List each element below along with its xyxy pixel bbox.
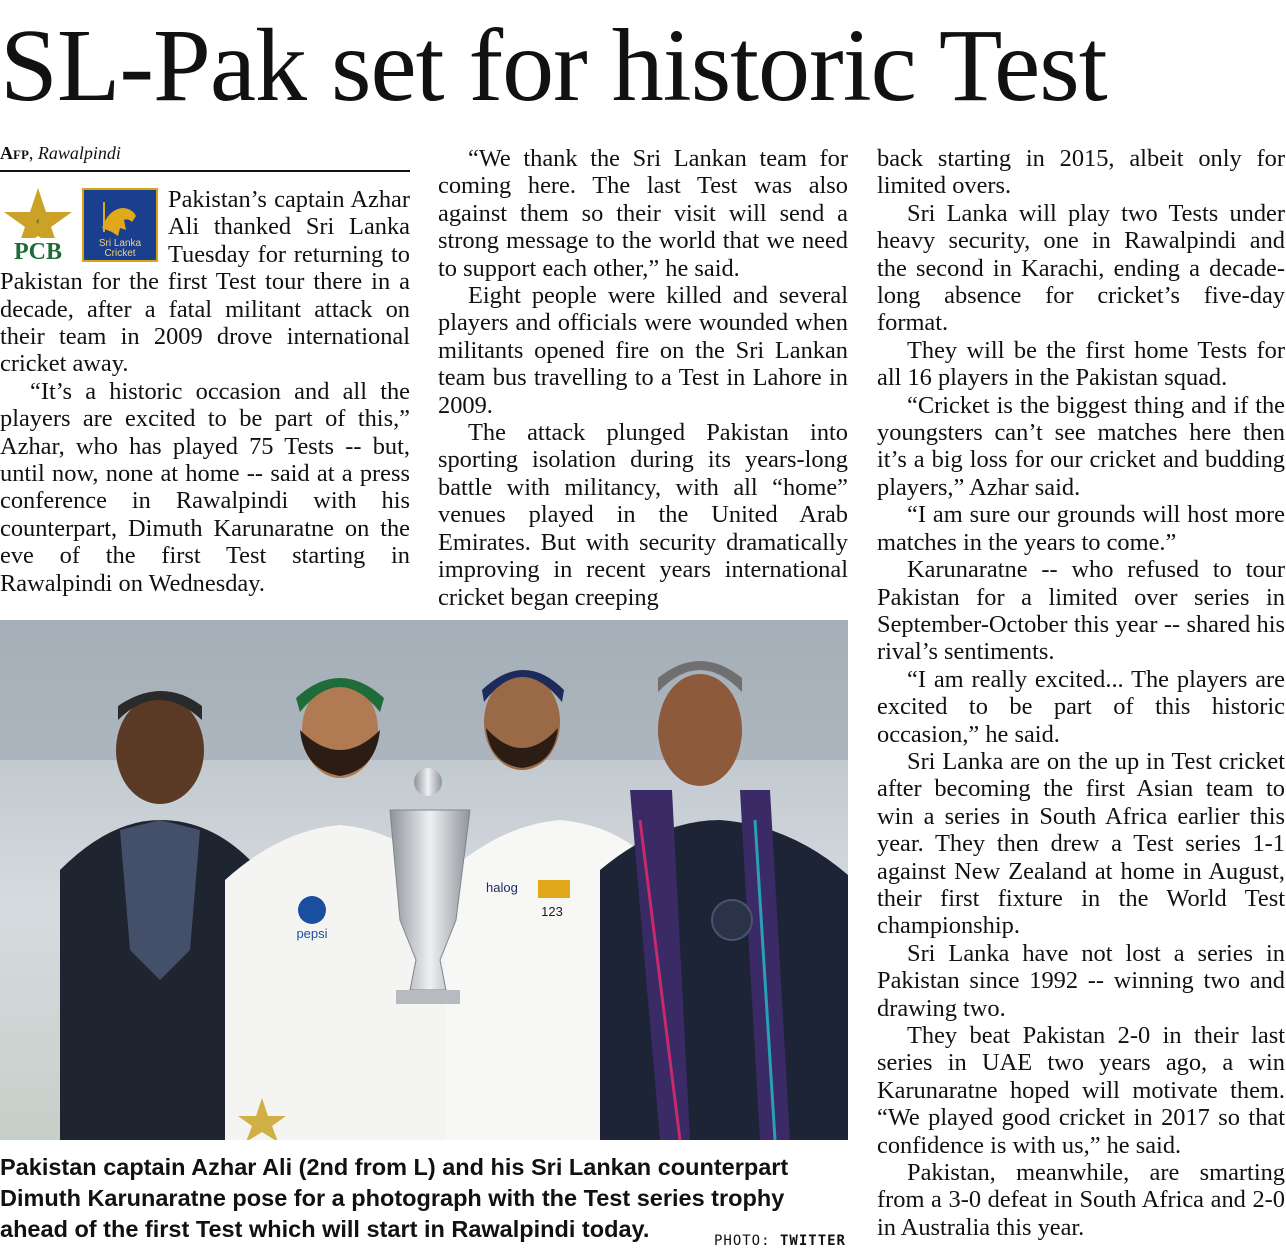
photo-illustration — [0, 620, 848, 1140]
photo-credit — [714, 1233, 846, 1249]
svg-text:Cricket: Cricket — [104, 248, 136, 259]
news-photo — [0, 620, 848, 1140]
byline-place: Rawalpindi — [37, 143, 121, 163]
col1-paragraph: “It’s a historic occasion and all the players are excited to be part of this,” Azhar, who has played 75 Tests -- but, until now, none at home -- said at a press conference in Rawalpindi with his counterpart, Dimuth Karunaratne on the eve of the first Test starting in Rawalpindi on Wednesday. — [0, 377, 410, 597]
col3-paragraph: Sri Lanka have not lost a series in Pakistan since 1992 -- winning two and drawing two. — [877, 939, 1285, 1022]
col3-paragraph: “I am really excited... The players are excited to be part of this historic occasion,” he said. — [877, 665, 1285, 748]
slc-logo-icon — [82, 188, 158, 262]
col3-paragraph: Karunaratne -- who refused to tour Pakistan for a limited over series in September-October this year -- shared his rival’s sentiments. — [877, 556, 1285, 666]
col3-paragraph: Pakistan, meanwhile, are smarting from a 3-0 defeat in South Africa and 2-0 in Australia this year. — [877, 1159, 1285, 1241]
svg-text:pepsi: pepsi — [296, 926, 328, 941]
headline: SL-Pak set for historic Test — [0, 8, 1107, 123]
logo-row — [0, 186, 160, 264]
col3-paragraph: Sri Lanka are on the up in Test cricket after becoming the first Asian team to win a series in South Africa earlier this year. They then drew a Test series 1-1 against New Zealand at home in August, their first fixture in the World Test championship. — [877, 747, 1285, 940]
byline: Afp, Rawalpindi — [0, 140, 410, 172]
byline-agency: Afp — [0, 143, 29, 163]
pcb-logo-icon — [0, 186, 76, 264]
col2-paragraph: “We thank the Sri Lankan team for coming here. The last Test was also against them so their visit will send a strong message to the world that we need to support each other,” he said. — [438, 145, 848, 282]
svg-text:Sri Lanka: Sri Lanka — [98, 238, 142, 249]
col3-paragraph: They will be the first home Tests for all 16 players in the Pakistan squad. — [877, 336, 1285, 392]
svg-text:ﭘ: ﭘ — [36, 214, 40, 225]
col3-paragraph: “I am sure our grounds will host more matches in the years to come.” — [877, 501, 1285, 556]
column-2 — [438, 145, 848, 611]
col3-paragraph: They beat Pakistan 2-0 in their last series in UAE two years ago, a win Karunaratne hoped will motivate them. “We played good cricket in 2017 so that confidence is with us,” he said. — [877, 1022, 1285, 1159]
column-1 — [0, 186, 410, 597]
svg-text:halog: halog — [486, 880, 518, 895]
svg-text:123: 123 — [541, 904, 563, 919]
column-3 — [877, 145, 1285, 1241]
col3-paragraph: Sri Lanka will play two Tests under heavy security, one in Rawalpindi and the second in Karachi, ending a decade-long absence for cricket’s five-day format. — [877, 199, 1285, 337]
col3-paragraph: “Cricket is the biggest thing and if the youngsters can’t see matches here then it’s a big loss for our cricket and budding players,” Azhar said. — [877, 391, 1285, 501]
photo-caption: Pakistan captain Azhar Ali (2nd from L) and his Sri Lankan counterpart Dimuth Karunaratne pose for a photograph with the Test series trophy ahead of the first Test which will start in Rawalpindi today. — [0, 1154, 789, 1242]
pcb-logo-text: PCB — [14, 239, 62, 264]
col2-paragraph: The attack plunged Pakistan into sporting isolation during its years-long battle with militancy, with all “home” venues played in the United Arab Emirates. But with security dramatically improving in recent years international cricket began creeping — [438, 419, 848, 611]
photo-credit-source: TWITTER — [779, 1233, 846, 1249]
col1-paragraph: Pakistan’s captain Azhar Ali thanked Sri Lanka Tuesday for returning to Pakistan for the first Test tour there in a decade, after a fatal militant attack on their team in 2009 drove international cricket away. — [0, 186, 410, 378]
col3-paragraph: back starting in 2015, albeit only for limited overs. — [877, 145, 1285, 200]
col2-paragraph: Eight people were killed and several players and officials were wounded when militants opened fire on the Sri Lankan team bus travelling to a Test in Lahore in 2009. — [438, 282, 848, 419]
photo-credit-label: PHOTO: — [713, 1233, 771, 1249]
